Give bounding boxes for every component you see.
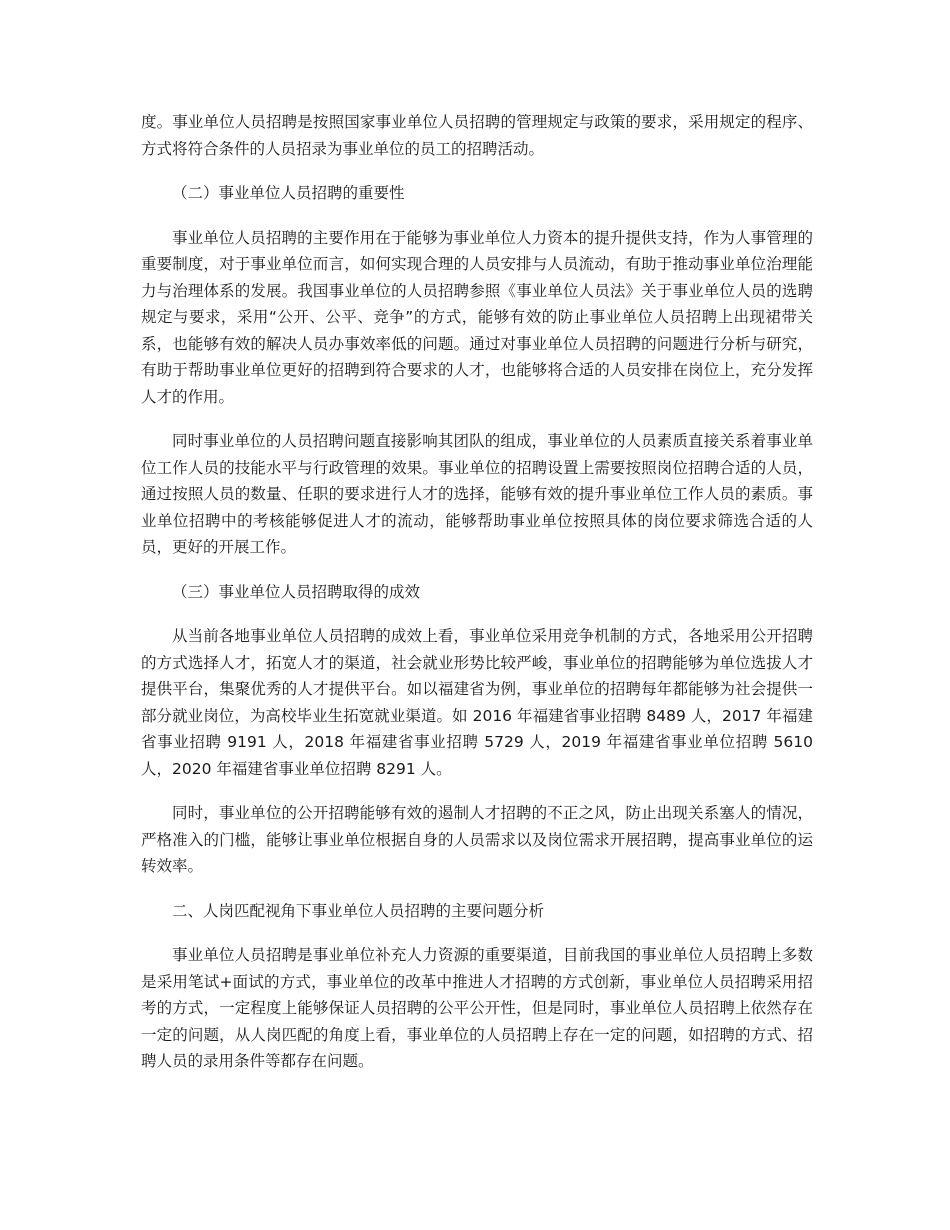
section-heading-problems: 二、人岗匹配视角下事业单位人员招聘的主要问题分析 (172, 901, 545, 920)
section-heading-achievements: （三）事业单位人员招聘取得的成效 (172, 582, 421, 601)
document-body (141, 109, 813, 1093)
section-heading-importance: （二）事业单位人员招聘的重要性 (172, 184, 405, 202)
paragraph: 事业单位人员招聘是事业单位补充人力资源的重要渠道，目前我国的事业单位人员招聘上多数是采用笔试+面试的方式，事业单位的改革中推进人才招聘的方式创新，事业单位人员招聘采用招考的方式，一定程度上能够保证人员招聘的公平公开性，但是同时，事业单位人员招聘上依然存在一定的问题，从人岗匹配的角度上看，事业单位的人员招聘上存在一定的问题，如招聘的方式、招聘人员的录用条件等都存在问题。 (141, 946, 813, 1070)
paragraph-continued: 度。事业单位人员招聘是按照国家事业单位人员招聘的管理规定与政策的要求，采用规定的程序、方式将符合条件的人员招录为事业单位的员工的招聘活动。 (141, 113, 813, 158)
paragraph: 事业单位人员招聘的主要作用在于能够为事业单位人力资本的提升提供支持，作为人事管理的重要制度，对于事业单位而言，如何实现合理的人员安排与人员流动，有助于推动事业单位治理能力与治理体系的发展。我国事业单位的人员招聘参照《事业单位人员法》关于事业单位人员的选聘规定与要求，采用“公开、公平、竞争”的方式，能够有效的防止事业单位人员招聘上出现裙带关系，也能够有效的解决人员办事效率低的问题。通过对事业单位人员招聘的问题进行分析与研究，有助于帮助事业单位更好的招聘到符合要求的人才，也能够将合适的人员安排在岗位上，充分发挥人才的作用。 (141, 228, 813, 406)
paragraph: 同时，事业单位的公开招聘能够有效的遏制人才招聘的不正之风，防止出现关系塞人的情况，严格准入的门槛，能够让事业单位根据自身的人员需求以及岗位需求开展招聘，提高事业单位的运转效率。 (141, 804, 813, 875)
paragraph: 从当前各地事业单位人员招聘的成效上看，事业单位采用竞争机制的方式，各地采用公开招聘的方式选择人才，拓宽人才的渠道，社会就业形势比较严峻，事业单位的招聘能够为单位选拔人才提供平台，集聚优秀的人才提供平台。如以福建省为例，事业单位的招聘每年都能够为社会提供一部分就业岗位，为高校毕业生拓宽就业渠道。如 2016 年福建省事业招聘 8489 人，2017 年福建省事业招聘 9191 人，2018 年福建省事业招聘 5729 人，2019 年福建省事业单位招聘 5610 人，2020 年福建省事业单位招聘 8291 人。 (141, 627, 813, 778)
paragraph: 同时事业单位的人员招聘问题直接影响其团队的组成，事业单位的人员素质直接关系着事业单位工作人员的技能水平与行政管理的效果。事业单位的招聘设置上需要按照岗位招聘合适的人员，通过按照人员的数量、任职的要求进行人才的选择，能够有效的提升事业单位工作人员的素质。事业单位招聘中的考核能够促进人才的流动，能够帮助事业单位按照具体的岗位要求筛选合适的人员，更好的开展工作。 (141, 432, 813, 556)
